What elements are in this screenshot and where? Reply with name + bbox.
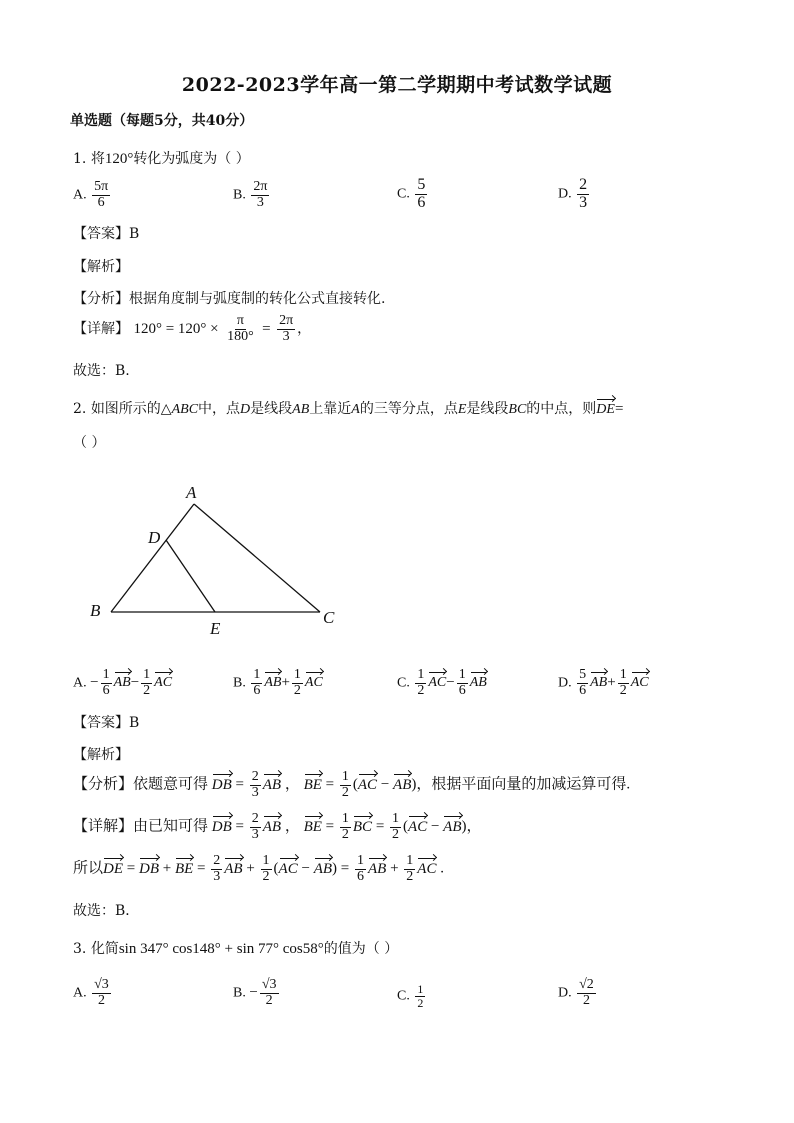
fraction-num: 1 — [406, 853, 414, 868]
option-label: C. — [397, 988, 410, 1004]
q1-stem — [73, 148, 250, 168]
q3-option-b[interactable] — [233, 978, 281, 1008]
label-e: E — [210, 619, 221, 638]
fraction-den: 6 — [417, 193, 426, 211]
vector: AC — [304, 675, 323, 691]
q2-option-b[interactable] — [233, 668, 323, 698]
fraction-num: 2 — [251, 769, 259, 784]
vector-db: DB — [138, 860, 159, 877]
fraction — [250, 770, 261, 800]
fraction-den: 2 — [143, 682, 151, 698]
vector-ac: AC — [417, 860, 437, 877]
q1-analysis-tag: 【解析】 — [73, 259, 129, 275]
fraction — [225, 314, 256, 344]
fraction-num: 1 — [392, 811, 400, 826]
fraction-num: 1 — [356, 853, 364, 868]
operator: + — [607, 674, 616, 691]
fraction — [277, 314, 295, 344]
analysis-tag: 【分析】 — [73, 774, 134, 793]
fraction — [92, 180, 110, 210]
fraction-den: 6 — [102, 682, 110, 698]
choose-value: B． — [115, 903, 140, 919]
fraction-den: 2 — [341, 784, 349, 800]
vector-ac: AC — [278, 860, 298, 877]
fraction-den: 2 — [341, 826, 349, 842]
fraction-den: 2 — [262, 868, 270, 884]
fraction-num: 1 — [458, 667, 466, 682]
fraction-num: √3 — [261, 977, 277, 992]
label-a: A — [186, 483, 197, 502]
option-label: B. — [233, 985, 246, 1001]
fraction-num: 1 — [102, 667, 110, 682]
operator: − — [446, 674, 455, 691]
fraction-den: 2 — [265, 992, 273, 1008]
vector-ac: AC — [408, 818, 428, 835]
stem-text: 的中点，则 — [526, 401, 597, 417]
option-label: C. — [397, 675, 410, 691]
stem-text: 中，点 — [198, 401, 241, 417]
vector-ab: AB — [224, 860, 243, 877]
fraction-num: 2π — [279, 313, 294, 328]
stem-text: 如图所示的△ — [90, 401, 172, 417]
q3-option-d[interactable] — [558, 978, 598, 1008]
fraction — [577, 978, 596, 1008]
q1-option-a[interactable] — [73, 180, 112, 210]
option-label: B. — [233, 187, 246, 203]
fraction-num: π — [236, 313, 244, 328]
vector-be: BE — [303, 818, 322, 835]
option-label: C. — [397, 186, 410, 202]
fraction-den: 2 — [417, 995, 424, 1010]
stem-text: 的三等分点，点 — [359, 401, 458, 417]
fraction-num: 1 — [341, 811, 349, 826]
fraction-den: 3 — [579, 193, 588, 211]
fraction — [261, 854, 272, 884]
option-label: B. — [233, 675, 246, 691]
vector-ab: AB — [443, 818, 462, 835]
q3-expression: sin 347° cos148° + sin 77° cos58° — [118, 941, 324, 957]
q1-detail — [73, 314, 311, 344]
fraction — [404, 854, 415, 884]
fraction — [250, 812, 261, 842]
option-label: A. — [73, 187, 87, 203]
fraction-den: 6 — [356, 868, 364, 884]
vector: AB — [469, 675, 487, 691]
vector-be: BE — [174, 860, 194, 877]
answer-value: B — [129, 715, 140, 731]
answer-tag: 【答案】 — [73, 715, 129, 731]
fraction-num: 1 — [341, 769, 349, 784]
stem-var: AB — [292, 402, 310, 417]
fraction — [415, 983, 425, 1009]
vector: AB — [113, 675, 131, 691]
punct: ， — [297, 321, 312, 338]
fraction-den: 2 — [619, 682, 627, 698]
option-label: D. — [558, 675, 572, 691]
stem-text: 化简 — [90, 941, 119, 957]
q1-text-post: 转化为弧度为（ ） — [133, 151, 250, 167]
option-label: A. — [73, 675, 87, 691]
fraction-den: 2 — [582, 992, 590, 1008]
side-ab — [111, 504, 194, 612]
fraction — [577, 668, 588, 698]
detail-tag: 【详解】 — [73, 321, 129, 338]
operator: + — [281, 674, 290, 691]
vector-db: DB — [211, 818, 232, 835]
fraction-den: 2 — [293, 682, 301, 698]
fraction-den: 3 — [256, 194, 264, 210]
section-heading: 单选题（每题5分，共40分） — [70, 113, 254, 129]
answer-value: B — [129, 226, 140, 242]
side-ac — [194, 504, 320, 612]
fraction-num: 5 — [417, 176, 426, 193]
vector-de: DE — [596, 402, 615, 417]
q2-number: 2. — [73, 401, 87, 417]
vector-bc: BC — [352, 818, 373, 835]
vector: AC — [630, 675, 649, 691]
q1-answer — [73, 223, 139, 243]
fraction-num: 1 — [143, 667, 151, 682]
q1-option-b[interactable] — [233, 180, 271, 210]
answer-tag: 【答案】 — [73, 226, 129, 242]
fraction — [618, 668, 629, 698]
fraction-num: 5π — [94, 179, 109, 194]
triangle-figure — [80, 478, 350, 638]
fraction-den: 3 — [251, 784, 259, 800]
fraction — [251, 180, 269, 210]
fraction-num: 1 — [253, 667, 261, 682]
equals: = — [614, 401, 624, 417]
vector: AB — [590, 675, 608, 691]
choose-value: B. — [115, 363, 130, 379]
choose-label: 故选： — [73, 903, 115, 919]
analysis-text: 依题意可得 — [133, 776, 209, 793]
q2-analysis: 【分析】依题意可得 DB = $\frac{2}{3}$ AB ， BE = $\frac{1}{2}$ (AC − AB)，根据平面向量的加减运算可得. — [73, 769, 631, 800]
analysis-tag: 【分析】 — [73, 291, 129, 307]
q2-option-c[interactable] — [397, 668, 487, 698]
q1-degree: 120° — [104, 151, 134, 167]
q3-stem — [73, 938, 398, 958]
fraction — [355, 854, 366, 884]
q3-number: 3. — [73, 941, 87, 957]
detail-text: 由已知可得 — [133, 818, 209, 835]
fraction — [141, 668, 152, 698]
option-label: A. — [73, 985, 87, 1001]
fraction-num: 2 — [213, 853, 221, 868]
fraction-num: 1 — [619, 667, 627, 682]
choose-label: 故选： — [73, 363, 115, 379]
vector: AC — [428, 675, 447, 691]
q3-option-c[interactable] — [397, 983, 427, 1009]
fraction — [415, 177, 427, 212]
fraction-num: 1 — [417, 667, 425, 682]
sign: − — [249, 984, 258, 1001]
q1-choose — [73, 360, 130, 380]
vector-db: DB — [211, 776, 232, 793]
q2-detail: 【详解】由已知可得 DB = $\frac{2}{3}$ AB ， BE = $\frac{1}{2}$ BC = $\frac{1}{2}$ (AC − AB)， — [73, 811, 482, 842]
vector-ab: AB — [262, 818, 282, 835]
fraction-num: 1 — [293, 667, 301, 682]
q1-option-c[interactable] — [397, 177, 429, 212]
fraction — [415, 668, 426, 698]
fraction — [340, 770, 351, 800]
so-label: 所以 — [73, 860, 104, 877]
fraction — [101, 668, 112, 698]
fraction-den: 2 — [417, 682, 425, 698]
fraction — [211, 854, 222, 884]
q1-number: 1. — [73, 151, 87, 167]
vector-ab: AB — [393, 776, 412, 793]
q1-text-pre: 将 — [90, 151, 105, 167]
fraction — [92, 978, 111, 1008]
vector: AC — [154, 675, 173, 691]
label-d: D — [148, 528, 161, 547]
q2-option-a[interactable] — [73, 668, 172, 698]
fraction — [292, 668, 303, 698]
fraction-num: 2π — [253, 179, 268, 194]
q2-so: 所以DE = DB + BE = $\frac{2}{3}$ AB + $\frac{1}{2}$ (AC − AB) = $\frac{1}{6}$ AB + $\frac{1}{2}$ AC . — [73, 853, 444, 884]
analysis-text: ，根据平面向量的加减运算可得. — [416, 776, 631, 793]
fraction-den: 180° — [227, 328, 254, 344]
stem-text: 是线段 — [250, 401, 293, 417]
equals: = — [262, 321, 271, 338]
fraction-den: 6 — [579, 682, 587, 698]
fraction-den: 2 — [97, 992, 105, 1008]
q2-stem — [73, 398, 623, 418]
fraction-num: 1 — [417, 982, 424, 996]
stem-var: ABC — [171, 402, 199, 417]
q2-choose — [73, 900, 139, 920]
fraction-num: √2 — [579, 977, 594, 992]
fraction-num: 1 — [262, 853, 270, 868]
q2-option-d[interactable] — [558, 668, 649, 698]
detail-expr: 120° = 120° × — [133, 321, 219, 338]
q1-analysis — [73, 288, 385, 308]
fraction-den: 2 — [406, 868, 414, 884]
operator: − — [130, 674, 140, 691]
page-title: 2022-2023学年高一第二学期期中考试数学试题 — [181, 74, 613, 96]
fraction — [577, 177, 589, 212]
fraction — [457, 668, 468, 698]
stem-var: A — [351, 402, 360, 417]
stem-var: E — [457, 402, 467, 417]
fraction-den: 6 — [97, 194, 105, 210]
stem-text: 的值为（ ） — [323, 941, 399, 957]
option-label: D. — [558, 985, 572, 1001]
vector-ab: AB — [262, 776, 282, 793]
fraction-den: 6 — [458, 682, 466, 698]
stem-text: 是线段 — [466, 401, 509, 417]
sign: − — [90, 674, 99, 691]
fraction-num: 5 — [579, 667, 587, 682]
label-c: C — [323, 608, 335, 627]
q1-option-d[interactable] — [558, 177, 591, 212]
vector-ac: AC — [357, 776, 378, 793]
vector-ab: AB — [367, 860, 387, 877]
fraction-den: 2 — [392, 826, 400, 842]
fraction — [340, 812, 351, 842]
vector-de: DE — [103, 860, 124, 877]
fraction — [260, 978, 279, 1008]
vector: AB — [264, 675, 282, 691]
detail-tag: 【详解】 — [73, 816, 134, 835]
fraction-num: 2 — [251, 811, 259, 826]
q2-answer — [73, 712, 139, 732]
stem-text: 上靠近 — [309, 401, 352, 417]
fraction-num: 2 — [579, 176, 588, 193]
q2-paren: （ ） — [73, 435, 106, 451]
fraction-den: 6 — [253, 682, 261, 698]
q2-analysis-tag: 【解析】 — [73, 747, 129, 763]
label-b: B — [90, 601, 101, 620]
fraction — [251, 668, 262, 698]
fraction-den: 3 — [251, 826, 259, 842]
fraction — [390, 812, 401, 842]
segment-de — [166, 540, 215, 612]
fraction-den: 3 — [213, 868, 221, 884]
q3-option-a[interactable] — [73, 978, 113, 1008]
analysis-text: 根据角度制与弧度制的转化公式直接转化. — [129, 291, 386, 307]
stem-var: BC — [508, 402, 527, 417]
fraction-den: 3 — [282, 328, 290, 344]
fraction-num: √3 — [94, 977, 109, 992]
stem-var: D — [240, 402, 251, 417]
vector-be: BE — [303, 776, 322, 793]
vector-ab: AB — [313, 860, 333, 877]
option-label: D. — [558, 186, 572, 202]
